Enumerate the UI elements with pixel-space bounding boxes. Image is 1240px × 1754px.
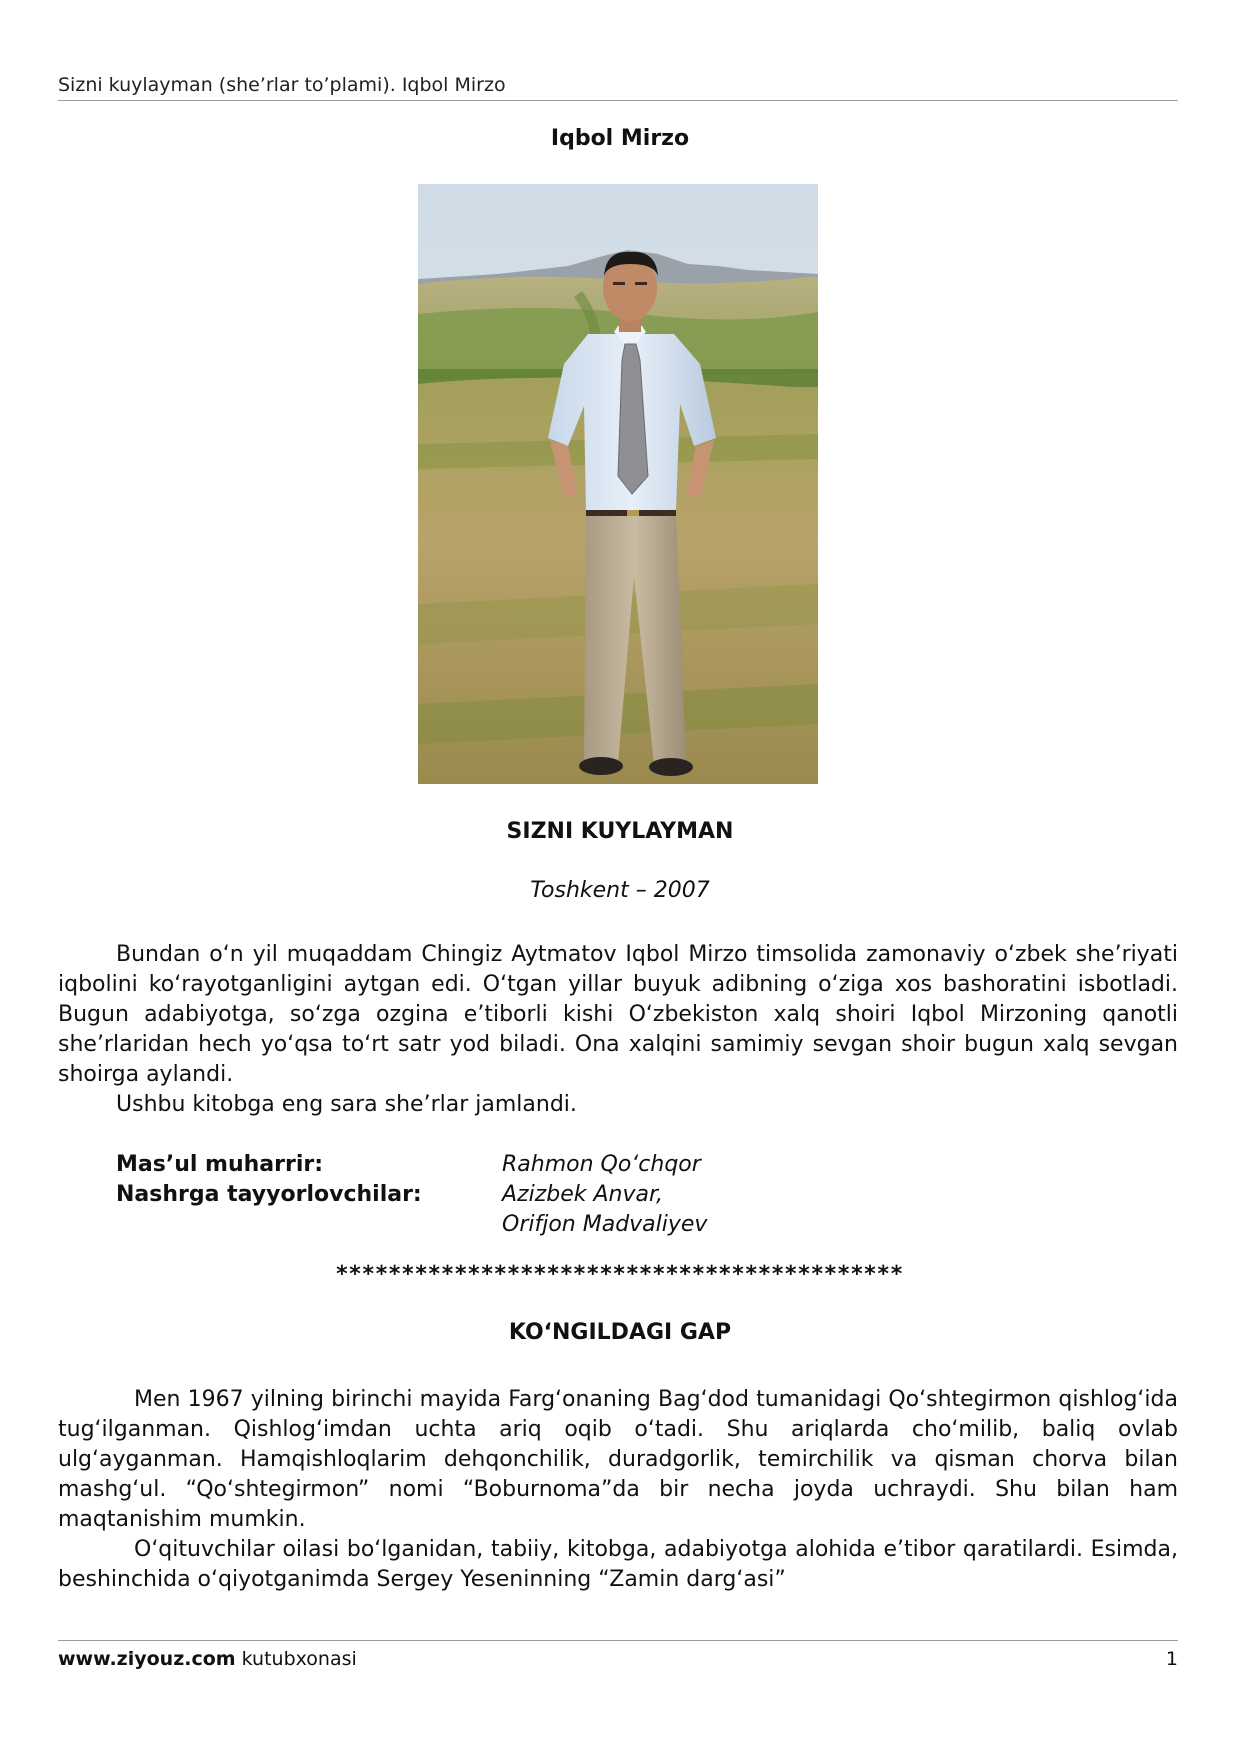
- footer-site-suffix: kutubxonasi: [235, 1648, 357, 1670]
- credit-value: Rahmon Qo‘chqor: [502, 1152, 701, 1177]
- author-heading: Iqbol Mirzo: [550, 126, 690, 151]
- credits-block: [116, 1150, 707, 1240]
- credit-label: [116, 1210, 502, 1240]
- credit-label: Mas’ul muharrir:: [116, 1152, 324, 1177]
- page-number: 1: [1165, 1648, 1178, 1670]
- intro-paragraph: Bundan o‘n yil muqaddam Chingiz Aytmatov Iqbol Mirzo timsolida zamonaviy o‘zbek she’riyati iqbolini ko‘rayotganligini aytgan edi. O‘tgan yillar buyuk adibning o‘ziga xos bashoratini isbotladi. Bugun adabiyotga, so‘zga ozgina e’tiborli kishi O‘zbekiston xalq shoiri Iqbol Mirzoning qanotli she’rlaridan hech yo‘qsa to‘rt satr yod biladi. Ona xalqini samimiy sevgan shoir bugun xalq sevgan shoirga aylandi.: [58, 942, 1178, 1087]
- footer-rule: [58, 1640, 1178, 1641]
- section-title: KO‘NGILDAGI GAP: [508, 1320, 732, 1345]
- place-year: Toshkent – 2007: [530, 878, 710, 903]
- body-paragraph: O‘qituvchilar oilasi bo‘lganidan, tabiiy, kitobga, adabiyotga alohida e’tibor qaratilardi. Esimda, beshinchida o‘qiyotganimda Sergey Yeseninning “Zamin darg‘asi”: [58, 1537, 1178, 1592]
- separator-stars: *******************************************: [336, 1262, 904, 1287]
- book-title: SIZNI KUYLAYMAN: [506, 819, 734, 844]
- author-photo: [418, 184, 818, 784]
- credit-row-editor: [116, 1150, 707, 1180]
- credit-label: Nashrga tayyorlovchilar:: [116, 1182, 422, 1207]
- body-paragraph: Men 1967 yilning birinchi mayida Farg‘onaning Bag‘dod tumanidagi Qo‘shtegirmon qishlog‘ida tug‘ilganman. Qishlog‘imdan uchta ariq oqib o‘tadi. Shu ariqlarda cho‘milib, baliq ovlab ulg‘ayganman. Hamqishloqlarim dehqonchilik, duradgorlik, temirchilik va qisman chorva bilan mashg‘ul. “Qo‘shtegirmon” nomi “Boburnoma”da bir necha joyda uchraydi. Shu bilan ham maqtanishim mumkin.: [58, 1387, 1178, 1532]
- running-title: Sizni kuylayman (she’rlar to’plami). Iqbol Mirzo: [58, 74, 506, 96]
- footer-site-link[interactable]: www.ziyouz.com: [58, 1648, 236, 1670]
- intro-paragraph: Ushbu kitobga eng sara she’rlar jamlandi.: [116, 1092, 577, 1117]
- credit-value: Azizbek Anvar,: [502, 1182, 664, 1207]
- credit-row-preparers-cont: [116, 1210, 707, 1240]
- running-header: [58, 74, 1178, 101]
- credit-row-preparers: [116, 1180, 707, 1210]
- footer-site: [58, 1648, 357, 1670]
- credit-value: Orifjon Madvaliyev: [502, 1212, 708, 1237]
